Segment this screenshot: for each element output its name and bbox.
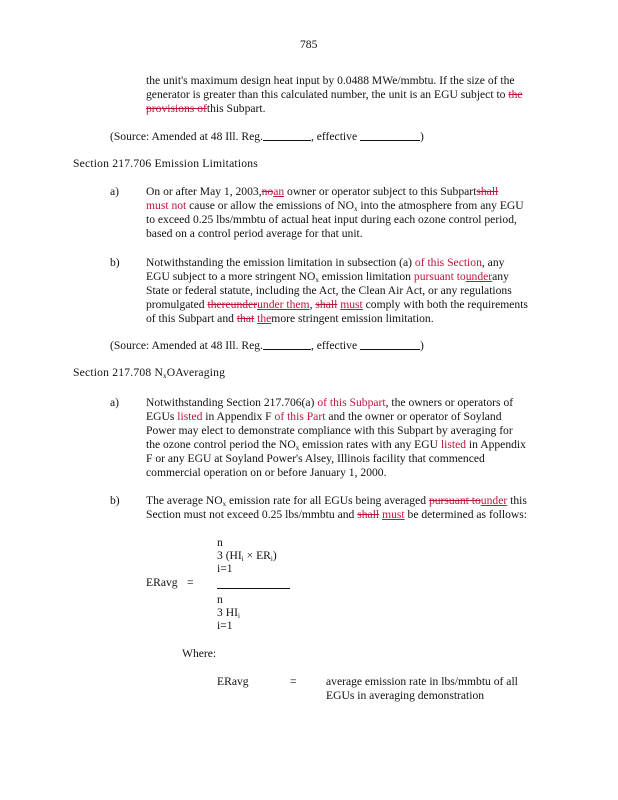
sec706-b-line-5: of this Subpart and that themore stringent emission limitation.	[146, 312, 434, 325]
sec706-b-line-1: Notwithstanding the emission limitation in subsection (a) of this Section, any	[146, 256, 505, 269]
source-note: (Source: Amended at 48 Ill. Reg. , effective )	[110, 130, 424, 143]
sec706-b-line-2: EGU subject to a more stringent $NO_x$ emission limitation pursuant tounderany	[146, 270, 509, 284]
sec706-a-line-1: On or after May 1, 2003,noan owner or operator subject to this Subpartshall	[146, 185, 499, 198]
formula-numerator-n: n	[217, 536, 223, 549]
subsection-label-b: b)	[110, 494, 120, 507]
where-label: Where:	[182, 647, 217, 660]
formula-equals: =	[187, 576, 194, 589]
sec708-a-line-3: Power may elect to demonstrate compliance with this Subpart by averaging for	[146, 424, 513, 437]
sec708-a-line-5: F or any EGU at Soyland Power's Alsey, Illinois facility that commenced	[146, 452, 485, 465]
sec708-b-line-1: The average $NO_x$ emission rate for all EGUs being averaged pursuant tounder this	[146, 494, 527, 508]
section-heading-217-708: Section 217.708 $N_xOAveraging$	[73, 366, 226, 380]
source-note: (Source: Amended at 48 Ill. Reg. , effective )	[110, 339, 424, 352]
subsection-label-a: a)	[110, 396, 120, 409]
formula-denominator-index: i=1	[217, 619, 233, 632]
intro-line-1: the unit's maximum design heat input by 0.0488 MWe/mmbtu. If the size of the	[146, 74, 515, 87]
intro-line-3: provisions ofthis Subpart.	[146, 102, 266, 115]
sec708-a-line-1: Notwithstanding Section 217.706(a) of this Subpart, the owners or operators of	[146, 396, 514, 409]
blank-line	[263, 339, 311, 350]
blank-line	[263, 130, 311, 141]
section-heading-217-706: Section 217.706 Emission Limitations	[73, 157, 258, 170]
formula-numerator: 3 $(HI_i \times ER_i)$	[217, 549, 277, 563]
formula-denominator: 3 $HI_i$	[217, 606, 240, 620]
sec706-b-line-3: State or federal statute, including the Act, the Clean Air Act, or any regulations	[146, 284, 512, 297]
sec708-a-line-2: EGUs listed in Appendix F of this Part and the owner or operator of Soyland	[146, 410, 502, 423]
sec708-a-line-6: commercial operation on or before January 1, 2000.	[146, 466, 387, 479]
intro-line-2: generator is greater than this calculated number, the unit is an EGU subject to the	[146, 88, 523, 101]
definition-line-1: average emission rate in lbs/mmbtu of all	[326, 675, 518, 688]
sec706-a-line-3: to exceed 0.25 lbs/mmbtu of actual heat input during each ozone control period,	[146, 213, 517, 226]
deleted-text: the	[508, 88, 523, 101]
sec706-a-line-2: must not cause or allow the emissions of $NO_x$ into the atmosphere from any EGU	[146, 199, 524, 213]
sec708-b-line-2: Section must not exceed 0.25 lbs/mmbtu and shall must be determined as follows:	[146, 508, 527, 521]
subsection-label-b: b)	[110, 256, 120, 269]
deleted-text: provisions of	[146, 102, 207, 115]
definition-term: ERavg	[217, 675, 249, 688]
formula-lhs: ERavg	[146, 576, 178, 589]
definition-equals: =	[290, 675, 297, 688]
sec706-a-line-4: based on a control period average for that unit.	[146, 227, 363, 240]
formula-denominator-n: n	[217, 593, 223, 606]
page-number: 785	[300, 38, 318, 51]
blank-line	[360, 339, 420, 350]
sec706-b-line-4: promulgated thereunderunder them, shall must comply with both the requirements	[146, 298, 528, 311]
blank-line	[360, 130, 420, 141]
definition-line-2: EGUs in averaging demonstration	[326, 689, 485, 702]
formula-numerator-index: i=1	[217, 562, 233, 575]
subsection-label-a: a)	[110, 185, 120, 198]
fraction-bar	[217, 588, 290, 589]
sec708-a-line-4: the ozone control period the $NO_x$ emission rates with any EGU listed in Appendix	[146, 438, 526, 452]
